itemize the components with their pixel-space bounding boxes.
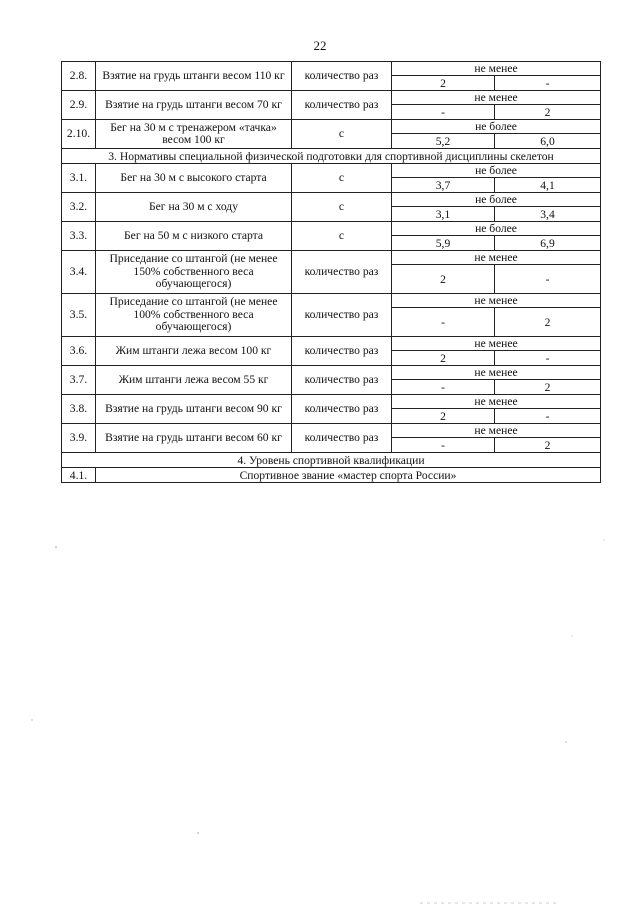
- norm-value-2: 6,9: [495, 236, 601, 251]
- row-number: 3.7.: [62, 366, 96, 395]
- norm-condition: не менее: [392, 91, 601, 105]
- exercise-name: Жим штанги лежа весом 55 кг: [96, 366, 292, 395]
- unit-of-measure: количество раз: [292, 395, 392, 424]
- norm-value-2: 4,1: [495, 178, 601, 193]
- norm-value-1: 5,2: [392, 134, 495, 149]
- unit-of-measure: количество раз: [292, 251, 392, 294]
- exercise-name: Жим штанги лежа весом 100 кг: [96, 337, 292, 366]
- norm-condition: не более: [392, 120, 601, 134]
- unit-of-measure: с: [292, 222, 392, 251]
- row-number: 3.6.: [62, 337, 96, 366]
- row-number: 3.2.: [62, 193, 96, 222]
- norm-condition: не менее: [392, 424, 601, 438]
- exercise-name: Бег на 30 м с тренажером «тачка» весом 100 кг: [96, 120, 292, 149]
- exercise-name: Бег на 30 м с ходу: [96, 193, 292, 222]
- norm-condition: не менее: [392, 62, 601, 76]
- norm-value-2: 2: [495, 438, 601, 453]
- norm-condition: не менее: [392, 395, 601, 409]
- norm-value-1: -: [392, 105, 495, 120]
- row-number: 3.1.: [62, 164, 96, 193]
- row-number: 3.5.: [62, 294, 96, 337]
- row-number: 3.9.: [62, 424, 96, 453]
- norm-value-2: 2: [495, 308, 601, 337]
- unit-of-measure: с: [292, 193, 392, 222]
- exercise-name: Бег на 50 м с низкого старта: [96, 222, 292, 251]
- norm-condition: не менее: [392, 251, 601, 265]
- norm-value-1: 3,7: [392, 178, 495, 193]
- unit-of-measure: с: [292, 120, 392, 149]
- unit-of-measure: с: [292, 164, 392, 193]
- qualification-text: Спортивное звание «мастер спорта России»: [96, 468, 601, 483]
- norm-value-2: 2: [495, 380, 601, 395]
- row-number: 3.3.: [62, 222, 96, 251]
- norm-condition: не менее: [392, 366, 601, 380]
- norm-condition: не более: [392, 193, 601, 207]
- page-number: 22: [313, 38, 327, 53]
- norm-condition: не менее: [392, 294, 601, 308]
- norm-value-2: -: [495, 351, 601, 366]
- unit-of-measure: количество раз: [292, 424, 392, 453]
- norm-value-2: -: [495, 409, 601, 424]
- exercise-name: Взятие на грудь штанги весом 60 кг: [96, 424, 292, 453]
- norm-value-1: 2: [392, 409, 495, 424]
- norm-condition: не более: [392, 222, 601, 236]
- norm-value-2: -: [495, 265, 601, 294]
- unit-of-measure: количество раз: [292, 62, 392, 91]
- norm-value-1: -: [392, 380, 495, 395]
- unit-of-measure: количество раз: [292, 366, 392, 395]
- row-number: 3.8.: [62, 395, 96, 424]
- norm-condition: не менее: [392, 337, 601, 351]
- section-title: 3. Нормативы специальной физической подготовки для спортивной дисциплины скелетон: [62, 149, 601, 164]
- row-number: 2.10.: [62, 120, 96, 149]
- unit-of-measure: количество раз: [292, 337, 392, 366]
- norm-value-1: -: [392, 308, 495, 337]
- exercise-name: Приседание со штангой (не менее 150% собственного веса обучающегося): [96, 251, 292, 294]
- norm-value-1: 2: [392, 265, 495, 294]
- section-title: 4. Уровень спортивной квалификации: [62, 453, 601, 468]
- exercise-name: Бег на 30 м с высокого старта: [96, 164, 292, 193]
- norm-value-1: 2: [392, 76, 495, 91]
- norm-value-1: 2: [392, 351, 495, 366]
- norm-value-2: 3,4: [495, 207, 601, 222]
- unit-of-measure: количество раз: [292, 91, 392, 120]
- row-number: 2.9.: [62, 91, 96, 120]
- norm-value-1: 3,1: [392, 207, 495, 222]
- norm-value-2: 2: [495, 105, 601, 120]
- norm-value-1: 5,9: [392, 236, 495, 251]
- norm-value-2: 6,0: [495, 134, 601, 149]
- exercise-name: Взятие на грудь штанги весом 110 кг: [96, 62, 292, 91]
- exercise-name: Приседание со штангой (не менее 100% собственного веса обучающегося): [96, 294, 292, 337]
- row-number: 2.8.: [62, 62, 96, 91]
- norm-value-2: -: [495, 76, 601, 91]
- unit-of-measure: количество раз: [292, 294, 392, 337]
- row-number: 3.4.: [62, 251, 96, 294]
- exercise-name: Взятие на грудь штанги весом 70 кг: [96, 91, 292, 120]
- row-number: 4.1.: [62, 468, 96, 483]
- exercise-name: Взятие на грудь штанги весом 90 кг: [96, 395, 292, 424]
- norm-value-1: -: [392, 438, 495, 453]
- norm-condition: не более: [392, 164, 601, 178]
